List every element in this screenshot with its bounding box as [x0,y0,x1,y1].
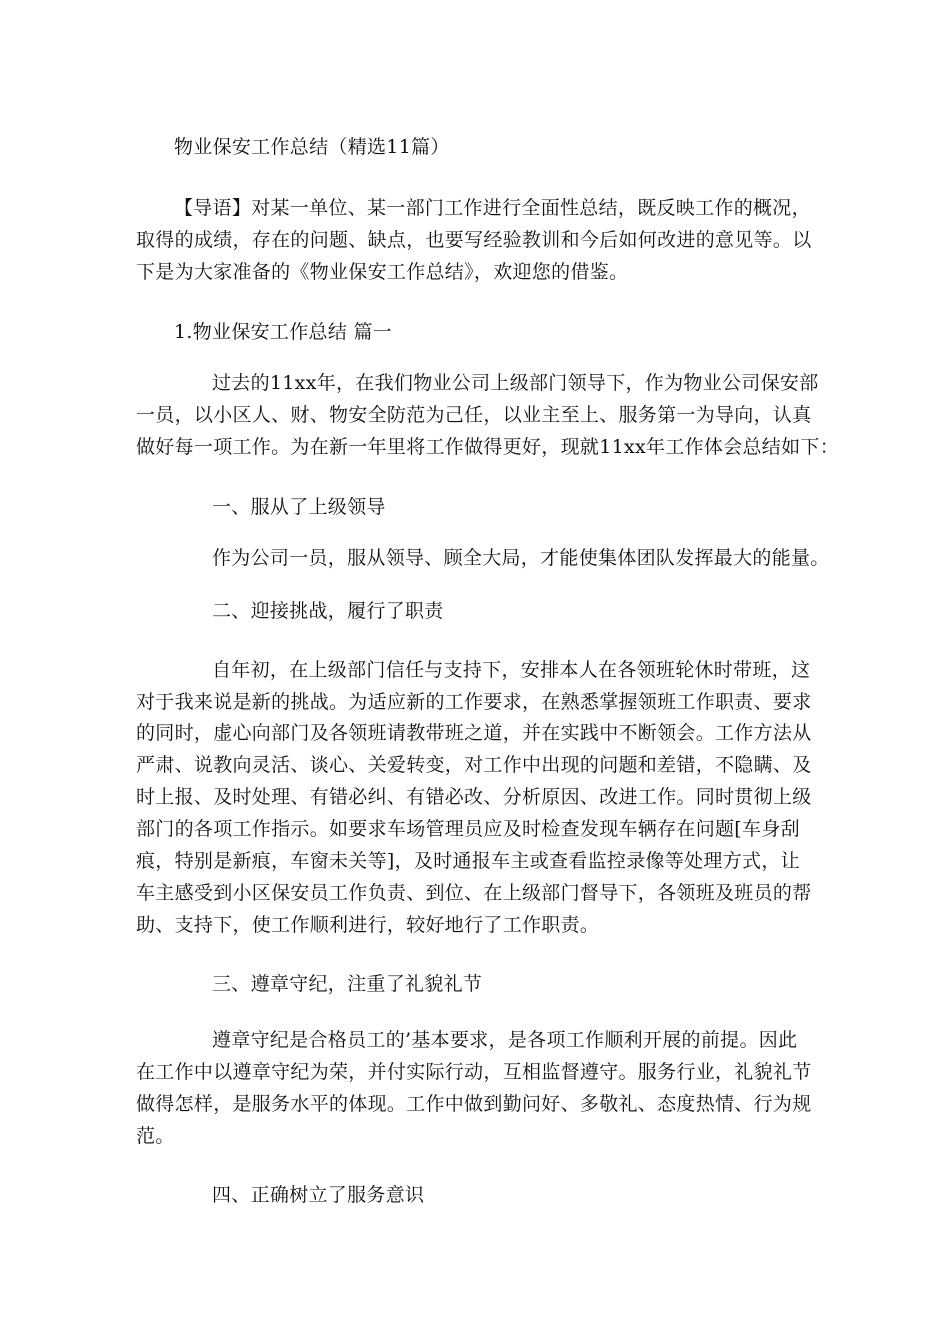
intro-line-2: 取得的成绩，存在的问题、缺点，也要写经验教训和今后如何改进的意见等。以 [136,229,812,251]
intro-line-3: 下是为大家准备的《物业保安工作总结》，欢迎您的借鉴。 [136,261,629,283]
intro-line-1: 【导语】对某一单位、某一部门工作进行全面性总结，既反映工作的概况， [174,197,811,219]
para1-line-1: 过去的11xx年，在我们物业公司上级部门领导下，作为物业公司保安部 [212,372,819,394]
para3-line-6: 部门的各项工作指示。如要求车场管理员应及时检查发现车辆存在问题[车身刮 [136,818,800,840]
heading-1: 一、服从了上级领导 [212,496,386,518]
para3-line-3: 的同时，虚心向部门及各领班请教带班之道，并在实践中不断领会。工作方法从 [136,722,812,744]
para4-line-4: 范。 [136,1125,175,1147]
section-heading: 1.物业保安工作总结 篇一 [174,321,393,343]
para3-line-9: 助、支持下，使工作顺利进行，较好地行了工作职责。 [136,914,600,936]
document-title: 物业保安工作总结（精选11篇） [174,136,450,158]
para1-line-3: 做好每一项工作。为在新一年里将工作做得更好，现就11xx年工作体会总结如下： [136,436,840,458]
para3-line-7: 痕，特别是新痕，车窗未关等]，及时通报车主或查看监控录像等处理方式，让 [136,850,800,872]
heading-2: 二、迎接挑战，履行了职责 [212,600,444,622]
heading-3: 三、遵章守纪，注重了礼貌礼节 [212,973,483,995]
para3-line-2: 对于我来说是新的挑战。为适应新的工作要求，在熟悉掌握领班工作职责、要求 [136,691,812,713]
para4-line-1: 遵章守纪是合格员工的’基本要求，是各项工作顺利开展的前提。因此 [212,1029,798,1051]
para1-line-2: 一员，以小区人、财、物安全防范为己任，以业主至上、服务第一为导向，认真 [136,404,812,426]
para3-line-4: 严肃、说教向灵活、谈心、关爱转变，对工作中出现的问题和差错，不隐瞒、及 [136,754,812,776]
para3-line-1: 自年初，在上级部门信任与支持下，安排本人在各领班轮休时带班，这 [212,659,811,681]
para3-line-8: 车主感受到小区保安员工作负责、到位、在上级部门督导下，各领班及班员的帮 [136,882,812,904]
heading-4: 四、正确树立了服务意识 [212,1184,425,1206]
para2: 作为公司一员，服从领导、顾全大局，才能使集体团队发挥最大的能量。 [212,547,830,569]
para4-line-2: 在工作中以遵章守纪为荣，并付实际行动，互相监督遵守。服务行业，礼貌礼节 [136,1061,812,1083]
para3-line-5: 时上报、及时处理、有错必纠、有错必改、分析原因、改进工作。同时贯彻上级 [136,786,812,808]
para4-line-3: 做得怎样，是服务水平的体现。工作中做到勤问好、多敬礼、态度热情、行为规 [136,1093,812,1115]
